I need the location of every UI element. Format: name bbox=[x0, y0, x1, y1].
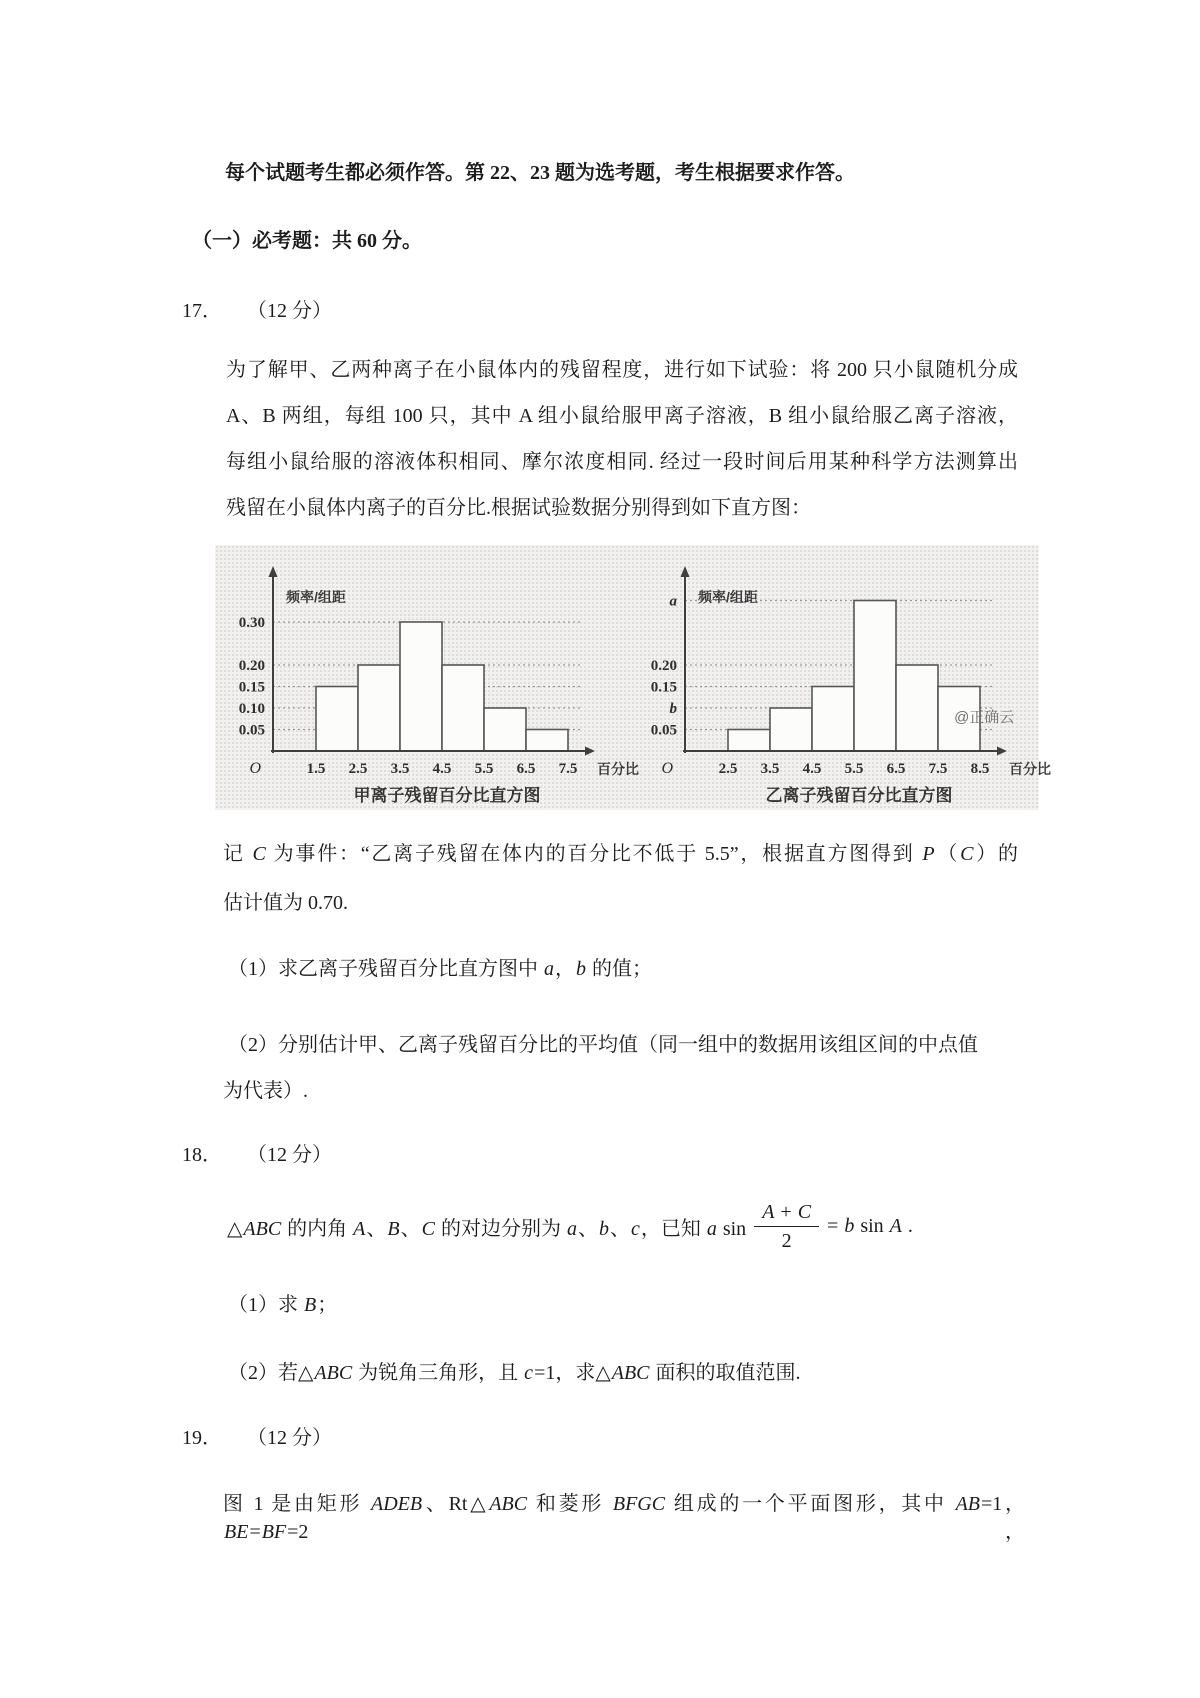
watermark: @正确云 bbox=[954, 709, 1015, 726]
q19-number: 19． bbox=[182, 1427, 222, 1449]
q17-header bbox=[182, 294, 332, 323]
histogram-svg bbox=[215, 545, 639, 810]
math-variable: ABC bbox=[489, 1493, 528, 1515]
math-variable: A bbox=[353, 1217, 366, 1240]
bar bbox=[728, 730, 770, 752]
text-run: 、Rt△ bbox=[423, 1493, 489, 1515]
text-run: 为锐角三角形，且 bbox=[353, 1362, 524, 1384]
x-tick-label: 1.5 bbox=[306, 761, 326, 777]
histogram-panel bbox=[215, 545, 1051, 810]
y-tick-label: 0.30 bbox=[238, 615, 265, 631]
bar bbox=[812, 687, 854, 752]
text-run: （ bbox=[935, 843, 960, 865]
math-variable: b bbox=[598, 1217, 609, 1240]
text-run: 图 1 是由矩形 bbox=[223, 1493, 370, 1515]
y-axis-arrow bbox=[269, 566, 278, 577]
text-run: ）的 bbox=[974, 843, 1018, 865]
text-run: （2）若△ bbox=[228, 1362, 314, 1384]
math-variable: ABC bbox=[243, 1217, 282, 1240]
math-variable: c bbox=[630, 1217, 640, 1240]
q17-body-line-3: 每组小鼠给服的溶液体积相同、摩尔浓度相同. 经过一段时间后用某种科学方法测算出 bbox=[226, 451, 1018, 473]
text-run: （1）求 bbox=[228, 1294, 303, 1316]
histogram-svg bbox=[627, 545, 1051, 810]
x-tick-label: 8.5 bbox=[970, 761, 990, 777]
text-run: sin bbox=[855, 1214, 889, 1237]
math-variable: C bbox=[797, 1200, 812, 1223]
text-run: ； bbox=[317, 1294, 338, 1316]
x-tick-label: 4.5 bbox=[432, 761, 452, 777]
q17-part1 bbox=[228, 952, 652, 981]
x-tick-label: 5.5 bbox=[474, 761, 494, 777]
text-run: = bbox=[827, 1214, 844, 1237]
text-run: 组成的一个平面图形，其中 bbox=[666, 1493, 955, 1515]
math-variable: C bbox=[960, 843, 974, 865]
x-axis-unit-label: 百分比 bbox=[1009, 763, 1051, 778]
bar bbox=[484, 708, 526, 751]
x-axis-arrow bbox=[997, 747, 1007, 756]
q17-part2-line-1: （2）分别估计甲、乙离子残留百分比的平均值（同一组中的数据用该组区间的中点值 bbox=[228, 1034, 978, 1056]
q18-formula-pre bbox=[227, 1212, 746, 1241]
x-axis-unit-label: 百分比 bbox=[597, 763, 639, 778]
text-run: 的内角 bbox=[282, 1217, 353, 1240]
text-run: 、 bbox=[577, 1217, 598, 1240]
math-variable: A bbox=[889, 1214, 902, 1237]
instructions-note: 每个试题考生都必须作答。第 22、23 题为选考题，考生根据要求作答。 bbox=[225, 162, 855, 184]
text-run: ，已知 bbox=[640, 1217, 706, 1240]
origin-label: O bbox=[661, 760, 673, 777]
y-tick-label: a bbox=[669, 593, 677, 610]
q17-event-line-2: 估计值为 0.70. bbox=[223, 892, 348, 914]
y-axis-label: 频率/组距 bbox=[286, 589, 346, 605]
q17-body-line-1: 为了解甲、乙两种离子在小鼠体内的残留程度，进行如下试验：将 200 只小鼠随机分成 bbox=[226, 359, 1018, 381]
x-tick-label: 5.5 bbox=[844, 761, 864, 777]
text-run: 面积的取值范围. bbox=[650, 1362, 801, 1384]
bar bbox=[400, 622, 442, 751]
bar bbox=[526, 730, 568, 752]
x-tick-label: 7.5 bbox=[558, 761, 578, 777]
x-tick-label: 2.5 bbox=[718, 761, 738, 777]
math-variable: a bbox=[566, 1217, 577, 1240]
section-heading: （一）必考题：共 60 分。 bbox=[192, 230, 422, 252]
bar bbox=[442, 665, 484, 751]
fraction-denominator bbox=[782, 1227, 792, 1253]
y-tick-label: 0.10 bbox=[238, 701, 265, 717]
x-tick-label: 6.5 bbox=[886, 761, 906, 777]
text-run: △ bbox=[227, 1217, 243, 1240]
math-variable: P bbox=[922, 843, 935, 865]
text-run: 2 bbox=[781, 1229, 792, 1252]
math-variable: BF bbox=[261, 1521, 287, 1543]
text-run: ， bbox=[555, 958, 575, 980]
chart-title: 乙离子残留百分比直方图 bbox=[765, 786, 953, 805]
y-tick-label: b bbox=[669, 701, 677, 717]
bar bbox=[896, 665, 938, 751]
text-run: 和菱形 bbox=[528, 1493, 612, 1515]
bar bbox=[358, 665, 400, 751]
q19-intro-line bbox=[223, 1490, 1025, 1546]
q17-number: 17． bbox=[182, 300, 222, 322]
y-axis-arrow bbox=[681, 566, 690, 577]
text-run: 的对边分别为 bbox=[435, 1217, 566, 1240]
x-tick-label: 4.5 bbox=[802, 761, 822, 777]
text-run: sin bbox=[717, 1217, 747, 1240]
q17-body-line-2: A、B 两组，每组 100 只，其中 A 组小鼠给服甲离子溶液，B 组小鼠给服乙离子溶液， bbox=[226, 405, 1018, 427]
q18-header bbox=[182, 1138, 332, 1167]
bar bbox=[770, 708, 812, 751]
origin-label: O bbox=[249, 760, 261, 777]
histogram-jia-ion bbox=[215, 545, 639, 810]
y-axis-label: 频率/组距 bbox=[698, 589, 758, 605]
bar bbox=[316, 687, 358, 752]
q17-body-line-4: 残留在小鼠体内离子的百分比.根据试验数据分别得到如下直方图： bbox=[226, 497, 811, 519]
q18-formula-post bbox=[827, 1215, 913, 1238]
text-run: = bbox=[249, 1521, 261, 1543]
q17-part2-line-2: 为代表）. bbox=[223, 1080, 308, 1102]
q19-points: （12 分） bbox=[247, 1427, 332, 1449]
math-variable: BE bbox=[224, 1521, 249, 1543]
q18-part2 bbox=[228, 1356, 801, 1385]
q18-points: （12 分） bbox=[247, 1144, 332, 1166]
text-run: （1）求乙离子残留百分比直方图中 bbox=[228, 958, 543, 980]
y-tick-label: 0.05 bbox=[650, 722, 677, 739]
q18-intro-formula bbox=[227, 1186, 913, 1266]
text-run: 的值； bbox=[587, 958, 652, 980]
y-tick-label: 0.15 bbox=[238, 679, 265, 696]
fraction-numerator bbox=[754, 1200, 819, 1227]
y-tick-label: 0.20 bbox=[650, 658, 677, 674]
bar bbox=[854, 601, 896, 752]
text-run: =2， bbox=[287, 1521, 1025, 1543]
math-variable: B bbox=[304, 1294, 317, 1316]
math-variable: AB bbox=[955, 1493, 980, 1515]
math-variable: C bbox=[252, 843, 266, 865]
math-variable: B bbox=[387, 1217, 400, 1240]
x-tick-label: 3.5 bbox=[760, 761, 780, 777]
math-variable: A bbox=[762, 1200, 775, 1223]
text-run: 、 bbox=[609, 1217, 630, 1240]
x-axis-arrow bbox=[585, 747, 595, 756]
y-tick-label: 0.20 bbox=[238, 658, 265, 674]
q19-header bbox=[182, 1421, 332, 1450]
x-tick-label: 6.5 bbox=[516, 761, 536, 777]
math-variable: b bbox=[576, 958, 586, 980]
math-variable: ADEB bbox=[370, 1493, 423, 1515]
x-tick-label: 3.5 bbox=[390, 761, 410, 777]
text-run: 记 bbox=[223, 843, 252, 865]
y-tick-label: 0.05 bbox=[238, 722, 265, 739]
text-run: 、 bbox=[366, 1217, 387, 1240]
text-run: 为事件：“乙离子残留在体内的百分比不低于 5.5”，根据直方图得到 bbox=[266, 843, 922, 865]
text-run: . bbox=[902, 1214, 913, 1237]
x-tick-label: 7.5 bbox=[928, 761, 948, 777]
text-run: + bbox=[775, 1200, 797, 1223]
q18-number: 18． bbox=[182, 1144, 222, 1166]
math-variable: a bbox=[706, 1217, 717, 1240]
math-variable: BFGC bbox=[612, 1493, 666, 1515]
histogram-yi-ion bbox=[627, 545, 1051, 810]
math-variable: a bbox=[544, 958, 554, 980]
text-run: =1，求△ bbox=[534, 1362, 611, 1384]
fraction bbox=[754, 1200, 819, 1253]
chart-title: 甲离子残留百分比直方图 bbox=[353, 786, 541, 805]
q18-part1 bbox=[228, 1288, 337, 1317]
x-tick-label: 2.5 bbox=[348, 761, 368, 777]
math-variable: ABC bbox=[611, 1362, 650, 1384]
math-variable: C bbox=[421, 1217, 435, 1240]
q17-event-line-1 bbox=[223, 840, 1018, 868]
math-variable: c bbox=[524, 1362, 534, 1384]
math-variable: ABC bbox=[314, 1362, 353, 1384]
text-run: =1， bbox=[981, 1493, 1026, 1515]
math-variable: b bbox=[844, 1214, 855, 1237]
text-run: 、 bbox=[400, 1217, 421, 1240]
y-tick-label: 0.15 bbox=[650, 679, 677, 696]
q17-points: （12 分） bbox=[247, 300, 332, 322]
